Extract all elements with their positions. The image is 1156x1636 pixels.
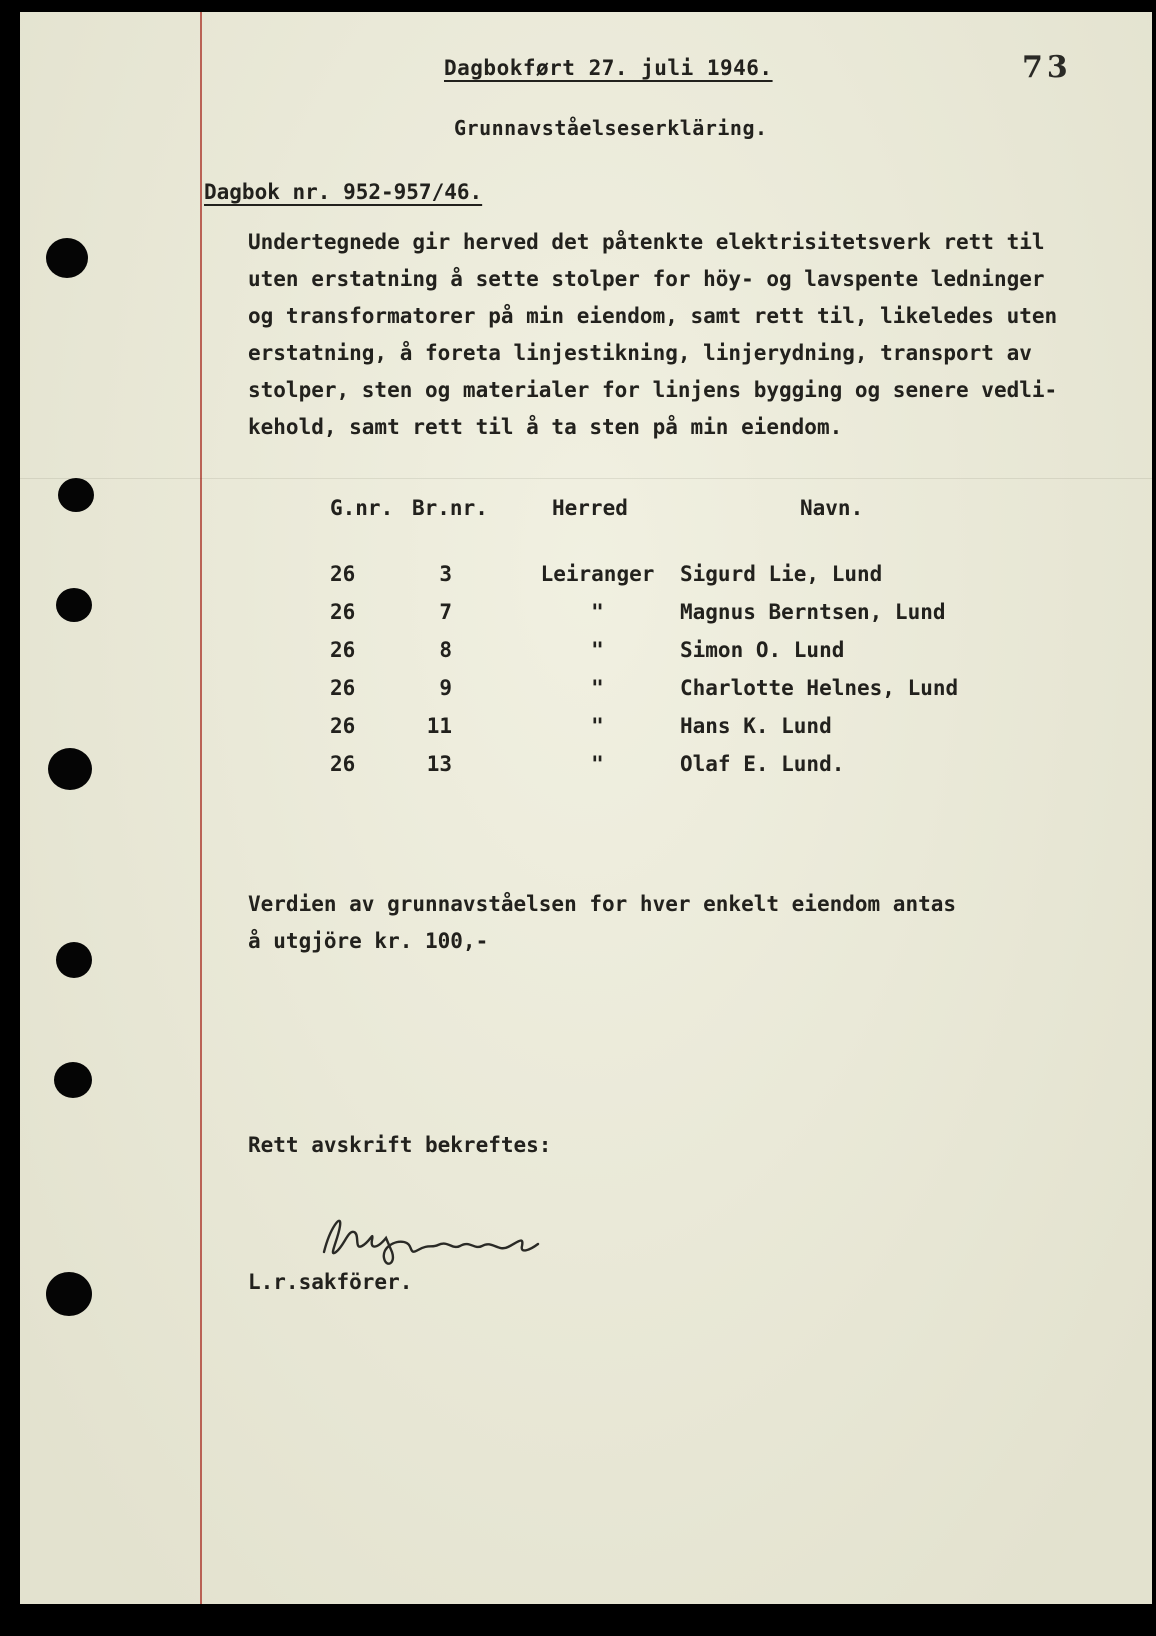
punch-hole bbox=[46, 238, 88, 278]
attestation-label: Rett avskrift bekreftes: bbox=[248, 1133, 552, 1157]
column-header-brnr: Br.nr. bbox=[412, 496, 488, 520]
punch-hole bbox=[58, 478, 94, 512]
paper-page bbox=[20, 12, 1152, 1604]
column-header-herred: Herred bbox=[552, 496, 628, 520]
table-row bbox=[20, 714, 1152, 752]
page-number: 73 bbox=[1022, 50, 1072, 85]
margin-line bbox=[200, 12, 202, 1604]
cell-gnr: 26 bbox=[330, 676, 356, 700]
cell-herred: " bbox=[591, 600, 604, 624]
cell-gnr: 26 bbox=[330, 638, 356, 662]
page-subtitle: Grunnavståelseserkläring. bbox=[454, 116, 768, 140]
punch-hole bbox=[54, 1062, 92, 1098]
cell-brnr: 3 bbox=[439, 562, 452, 586]
cell-herred: Leiranger bbox=[540, 562, 655, 586]
value-note-line: Verdien av grunnavståelsen for hver enkelt eiendom antas bbox=[248, 892, 957, 916]
cell-navn: Magnus Berntsen, Lund bbox=[680, 600, 946, 624]
body-line: erstatning, å foreta linjestikning, linjerydning, transport av bbox=[248, 341, 1032, 365]
body-line: kehold, samt rett til å ta sten på min eiendom. bbox=[248, 415, 843, 439]
table-row bbox=[20, 562, 1152, 600]
signer-title: L.r.sakförer. bbox=[248, 1270, 413, 1294]
cell-brnr: 9 bbox=[439, 676, 452, 700]
column-header-navn: Navn. bbox=[800, 496, 864, 520]
cell-gnr: 26 bbox=[330, 600, 356, 624]
cell-herred: " bbox=[591, 676, 604, 700]
cell-navn: Hans K. Lund bbox=[680, 714, 832, 738]
cell-navn: Sigurd Lie, Lund bbox=[680, 562, 883, 586]
table-row bbox=[20, 752, 1152, 790]
paper-crease bbox=[20, 478, 1152, 479]
cell-gnr: 26 bbox=[330, 752, 356, 776]
cell-navn: Olaf E. Lund. bbox=[680, 752, 845, 776]
punch-hole bbox=[56, 588, 92, 622]
table-header-row bbox=[20, 496, 1152, 534]
cell-gnr: 26 bbox=[330, 562, 356, 586]
value-note bbox=[248, 886, 956, 960]
table-row bbox=[20, 600, 1152, 638]
page-title: Dagbokført 27. juli 1946. bbox=[444, 56, 773, 80]
punch-hole bbox=[48, 748, 92, 790]
body-line: og transformatorer på min eiendom, samt rett til, likeledes uten bbox=[248, 304, 1058, 328]
body-paragraph bbox=[248, 224, 1057, 446]
body-line: stolper, sten og materialer for linjens bygging og senere vedli- bbox=[248, 378, 1058, 402]
table-row bbox=[20, 676, 1152, 714]
cell-brnr: 8 bbox=[439, 638, 452, 662]
table-row bbox=[20, 638, 1152, 676]
body-line: uten erstatning å sette stolper for höy- og lavspente ledninger bbox=[248, 267, 1045, 291]
cell-brnr: 7 bbox=[439, 600, 452, 624]
cell-herred: " bbox=[591, 638, 604, 662]
body-line: Undertegnede gir herved det påtenkte elektrisitetsverk rett til bbox=[248, 230, 1045, 254]
cell-navn: Charlotte Helnes, Lund bbox=[680, 676, 959, 700]
column-header-gnr: G.nr. bbox=[330, 496, 394, 520]
cell-navn: Simon O. Lund bbox=[680, 638, 845, 662]
cell-gnr: 26 bbox=[330, 714, 356, 738]
punch-hole bbox=[56, 942, 92, 978]
cell-herred: " bbox=[591, 752, 604, 776]
cell-brnr: 13 bbox=[426, 752, 452, 776]
dagbok-reference: Dagbok nr. 952-957/46. bbox=[204, 180, 483, 204]
signature bbox=[310, 1200, 580, 1270]
value-note-line: å utgjöre kr. 100,- bbox=[248, 929, 489, 953]
cell-herred: " bbox=[591, 714, 604, 738]
cell-brnr: 11 bbox=[426, 714, 452, 738]
punch-hole bbox=[46, 1272, 92, 1316]
